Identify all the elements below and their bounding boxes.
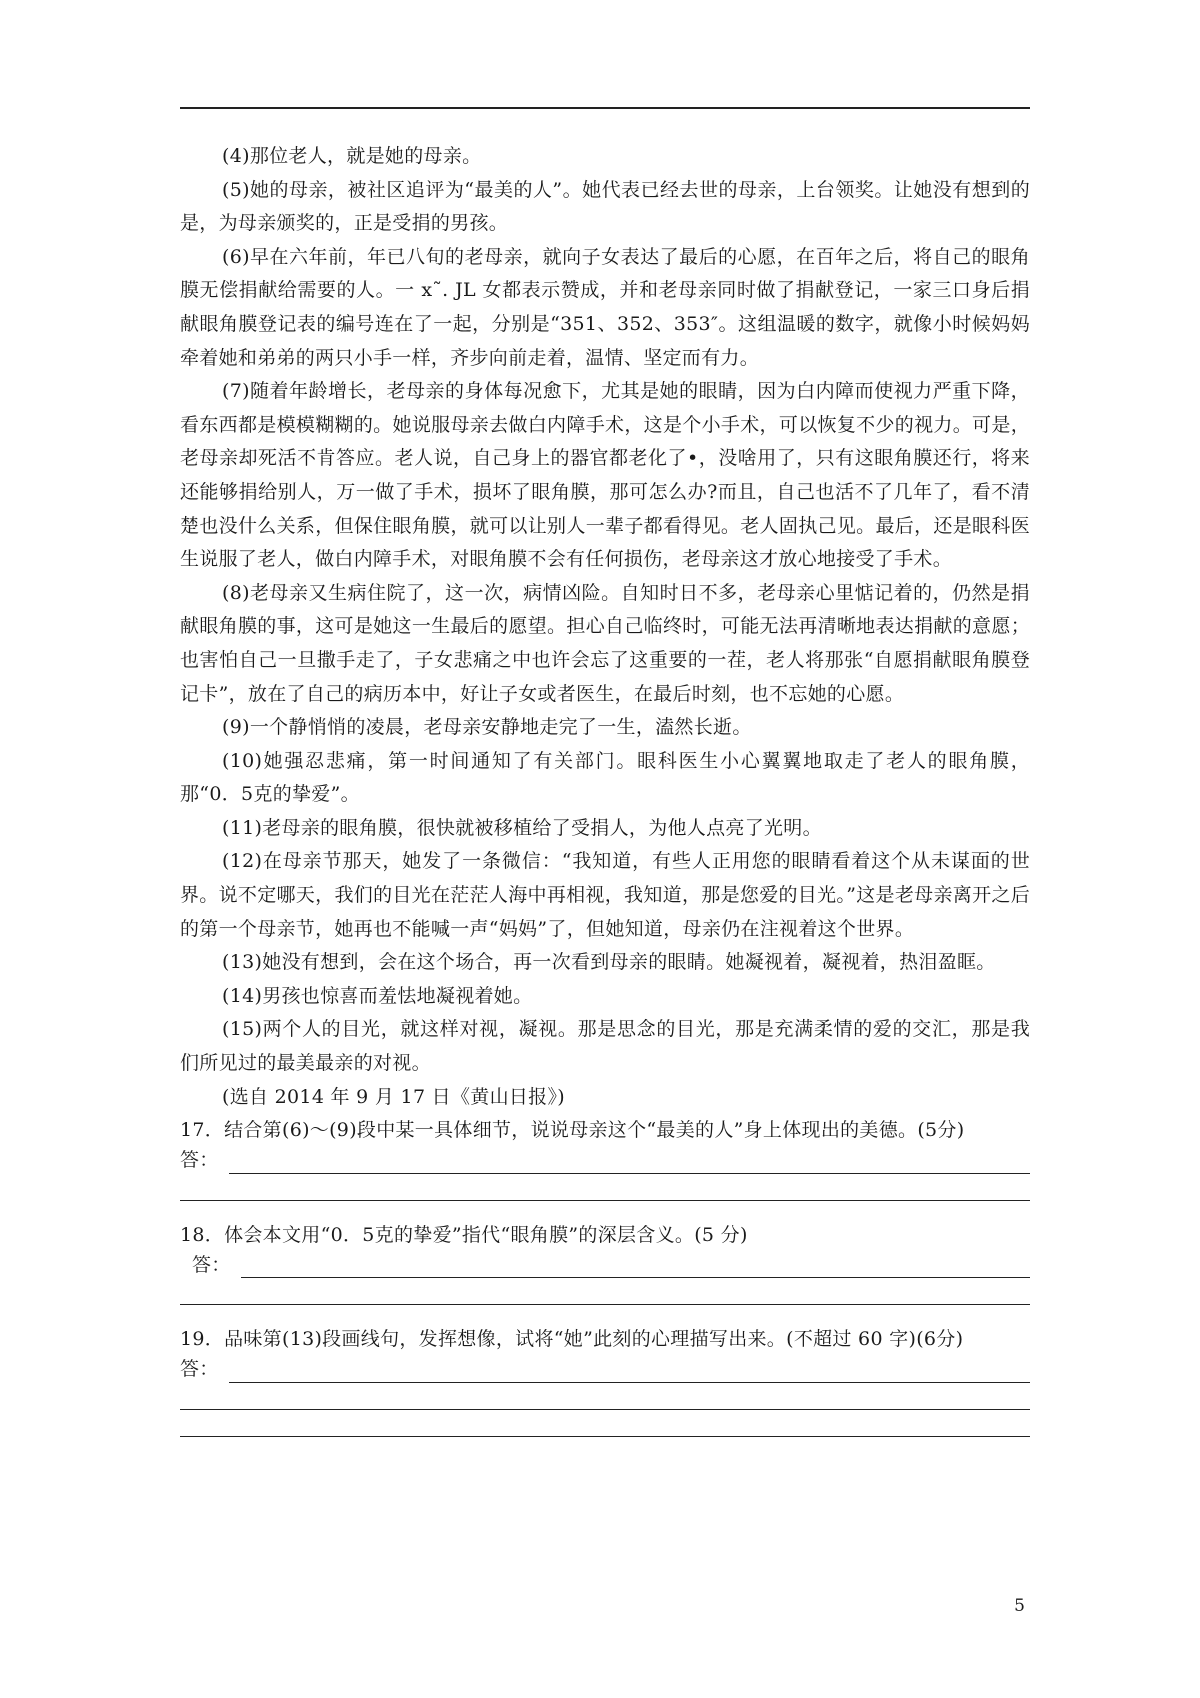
answer-line-19-1[interactable] (229, 1360, 1030, 1383)
answer-line-17-1[interactable] (229, 1151, 1030, 1174)
answer-line-18-1[interactable] (241, 1255, 1030, 1278)
paragraph-9: (9)一个静悄悄的凌晨，老母亲安静地走完了一生，溘然长逝。 (222, 716, 752, 739)
paragraph-5: (5)她的母亲，被社区追评为“最美的人”。她代表已经去世的母亲，上台领奖。让她没有想到的是，为母亲颁奖的，正是受捐的男孩。 (180, 178, 1030, 235)
question-17-text: 17．结合第(6)～(9)段中某一具体细节，说说母亲这个“最美的人”身上体现出的美德。(5分) (180, 1119, 965, 1142)
question-18-text: 18．体会本文用“0．5克的挚爱”指代“眼角膜”的深层含义。(5 分) (180, 1223, 748, 1246)
page-number: 5 (1014, 1596, 1025, 1616)
paragraph-8: (8)老母亲又生病住院了，这一次，病情凶险。自知时日不多，老母亲心里惦记着的，仍然是捐献眼角膜的事，这可是她这一生最后的愿望。担心自己临终时，可能无法再清晰地表达捐献的意愿；也害怕自己一旦撒手走了，子女悲痛之中也许会忘了这重要的一茬，老人将那张“自愿捐献眼角膜登记卡”，放在了自己的病历本中，好让子女或者医生，在最后时刻，也不忘她的心愿。 (180, 581, 1030, 705)
question-18 (180, 1219, 1030, 1306)
answer-line-17-2[interactable] (180, 1178, 1030, 1201)
paragraph-11: (11)老母亲的眼角膜，很快就被移植给了受捐人，为他人点亮了光明。 (222, 816, 822, 839)
document-body (180, 140, 1030, 1441)
question-19 (180, 1323, 1030, 1437)
paragraph-4: (4)那位老人，就是她的母亲。 (222, 145, 482, 167)
header-rule (180, 107, 1030, 109)
answer-area-18 (180, 1252, 1030, 1305)
paragraph-7: (7)随着年龄增长，老母亲的身体每况愈下，尤其是她的眼睛，因为白内障而使视力严重下降，看东西都是模模糊糊的。她说服母亲去做白内障手术，这是个小手术，可以恢复不少的视力。可是，老母亲却死活不肯答应。老人说，自己身上的器官都老化了•，没啥用了，只有这眼角膜还行，将来还能够捐给别人，万一做了手术，损坏了眼角膜，那可怎么办?而且，自己也活不了几年了，看不清楚也没什么关系，但保住眼角膜，就可以让别人一辈子都看得见。老人固执己见。最后，还是眼科医生说服了老人，做白内障手术，对眼角膜不会有任何损伤，老母亲这才放心地接受了手术。 (180, 380, 1030, 571)
paragraph-13: (13)她没有想到，会在这个场合，再一次看到母亲的眼睛。她凝视着，凝视着，热泪盈眶。 (222, 951, 996, 974)
paragraph-10: (10)她强忍悲痛，第一时间通知了有关部门。眼科医生小心翼翼地取走了老人的眼角膜，那“0．5克的挚爱”。 (180, 749, 1030, 806)
paragraph-12: (12)在母亲节那天，她发了一条微信：“我知道，有些人正用您的眼睛看着这个从未谋面的世界。说不定哪天，我们的目光在茫茫人海中再相视，我知道，那是您爱的目光。”这是老母亲离开之后的第一个母亲节，她再也不能喊一声“妈妈”了，但她知道，母亲仍在注视着这个世界。 (180, 850, 1030, 940)
paragraph-14: (14)男孩也惊喜而羞怯地凝视着她。 (222, 984, 533, 1007)
source-citation: (选自 2014 年 9 月 17 日《黄山日报》) (222, 1085, 565, 1108)
answer-label-17: 答： (180, 1149, 219, 1172)
answer-line-18-2[interactable] (180, 1282, 1030, 1305)
answer-label-19: 答： (180, 1358, 219, 1381)
answer-line-19-3[interactable] (180, 1414, 1030, 1437)
paragraph-6: (6)早在六年前，年已八旬的老母亲，就向子女表达了最后的心愿，在百年之后，将自己的眼角膜无偿捐献给需要的人。一 x˜. JL 女都表示赞成，并和老母亲同时做了捐献登记，一家三口身后捐献眼角膜登记表的编号连在了一起，分别是“351、352、353″。这组温暖的数字，就像小时候妈妈牵着她和弟弟的两只小手一样，齐步向前走着，温情、坚定而有力。 (180, 245, 1030, 369)
answer-area-19 (180, 1357, 1030, 1437)
answer-area-17 (180, 1148, 1030, 1201)
answer-line-19-2[interactable] (180, 1387, 1030, 1410)
question-19-text: 19．品味第(13)段画线句，发挥想像，试将“她”此刻的心理描写出来。(不超过 60 字)(6分) (180, 1328, 964, 1351)
answer-label-18: 答： (192, 1253, 231, 1276)
paragraph-15: (15)两个人的目光，就这样对视，凝视。那是思念的目光，那是充满柔情的爱的交汇，那是我们所见过的最美最亲的对视。 (180, 1018, 1030, 1075)
question-17 (180, 1114, 1030, 1201)
